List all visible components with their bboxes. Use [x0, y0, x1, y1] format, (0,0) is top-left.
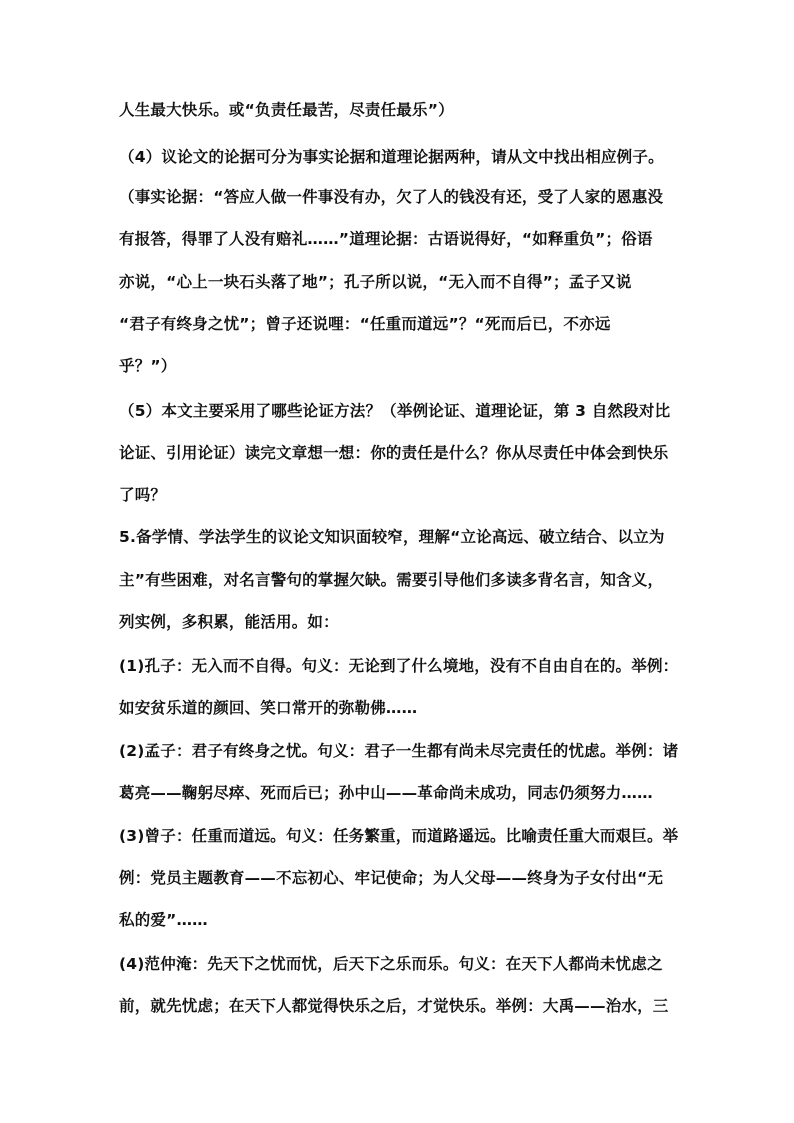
- text-line: 列实例，多积累，能活用。如：: [119, 613, 339, 631]
- text-line: 5.备学情、学法学生的议论文知识面较窄，理解“立论高远、破立结合、以立为: [119, 528, 665, 546]
- text-line: 了吗？: [119, 486, 167, 504]
- text-line: 乎？”）: [119, 357, 177, 375]
- text-line: 论证、引用论证）读完文章想一想：你的责任是什么？你从尽责任中体会到快乐: [119, 444, 669, 462]
- text-line: (3)曾子：任重而道远。句义：任务繁重，而道路遥远。比喻责任重大而艰巨。举: [119, 827, 679, 845]
- text-line: (2)孟子：君子有终身之忧。句义：君子一生都有尚未尽完责任的忧虑。举例：诸: [119, 742, 679, 760]
- text-line: 葛亮——鞠躬尽瘁、死而后已；孙中山——革命尚未成功，同志仍须努力……: [119, 784, 653, 802]
- text-line: 人生最大快乐。或“负责任最苦，尽责任最乐”）: [119, 101, 454, 119]
- text-line: 如安贫乐道的颜回、笑口常开的弥勒佛……: [119, 699, 418, 717]
- text-line: 亦说，“心上一块石头落了地”；孔子所以说，“无入而不自得”；孟子又说: [119, 273, 632, 291]
- text-line: 有报答，得罪了人没有赔礼……”道理论据：古语说得好，“如释重负”；俗语: [119, 230, 653, 248]
- text-line: 前，就先忧虑；在天下人都觉得快乐之后，才觉快乐。举例：大禹——治水，三: [119, 997, 669, 1015]
- text-line: (4)范仲淹：先天下之忧而忧，后天下之乐而乐。句义：在天下人都尚未忧虑之: [119, 955, 663, 973]
- text-line: （事实论据：“答应人做一件事没有办，欠了人的钱没有还，受了人家的恩惠没: [119, 188, 664, 206]
- text-line: 主”有些困难，对名言警句的掌握欠缺。需要引导他们多读多背名言，知含义，: [119, 571, 664, 589]
- text-line: 私的爱”……: [119, 911, 208, 929]
- text-line: （4）议论文的论据可分为事实论据和道理论据两种，请从文中找出相应例子。: [119, 148, 664, 166]
- text-line: “君子有终身之忧”；曾子还说哩：“任重而道远”？“死而后已，不亦远: [119, 315, 611, 333]
- text-line: (1)孔子：无入而不自得。句义：无论到了什么境地，没有不自由自在的。举例：: [119, 657, 679, 675]
- text-line: 例：党员主题教育——不忘初心、牢记使命；为人父母——终身为子女付出“无: [119, 869, 664, 887]
- text-line: （5）本文主要采用了哪些论证方法？（举例论证、道理论证，第 3 自然段对比: [119, 402, 671, 420]
